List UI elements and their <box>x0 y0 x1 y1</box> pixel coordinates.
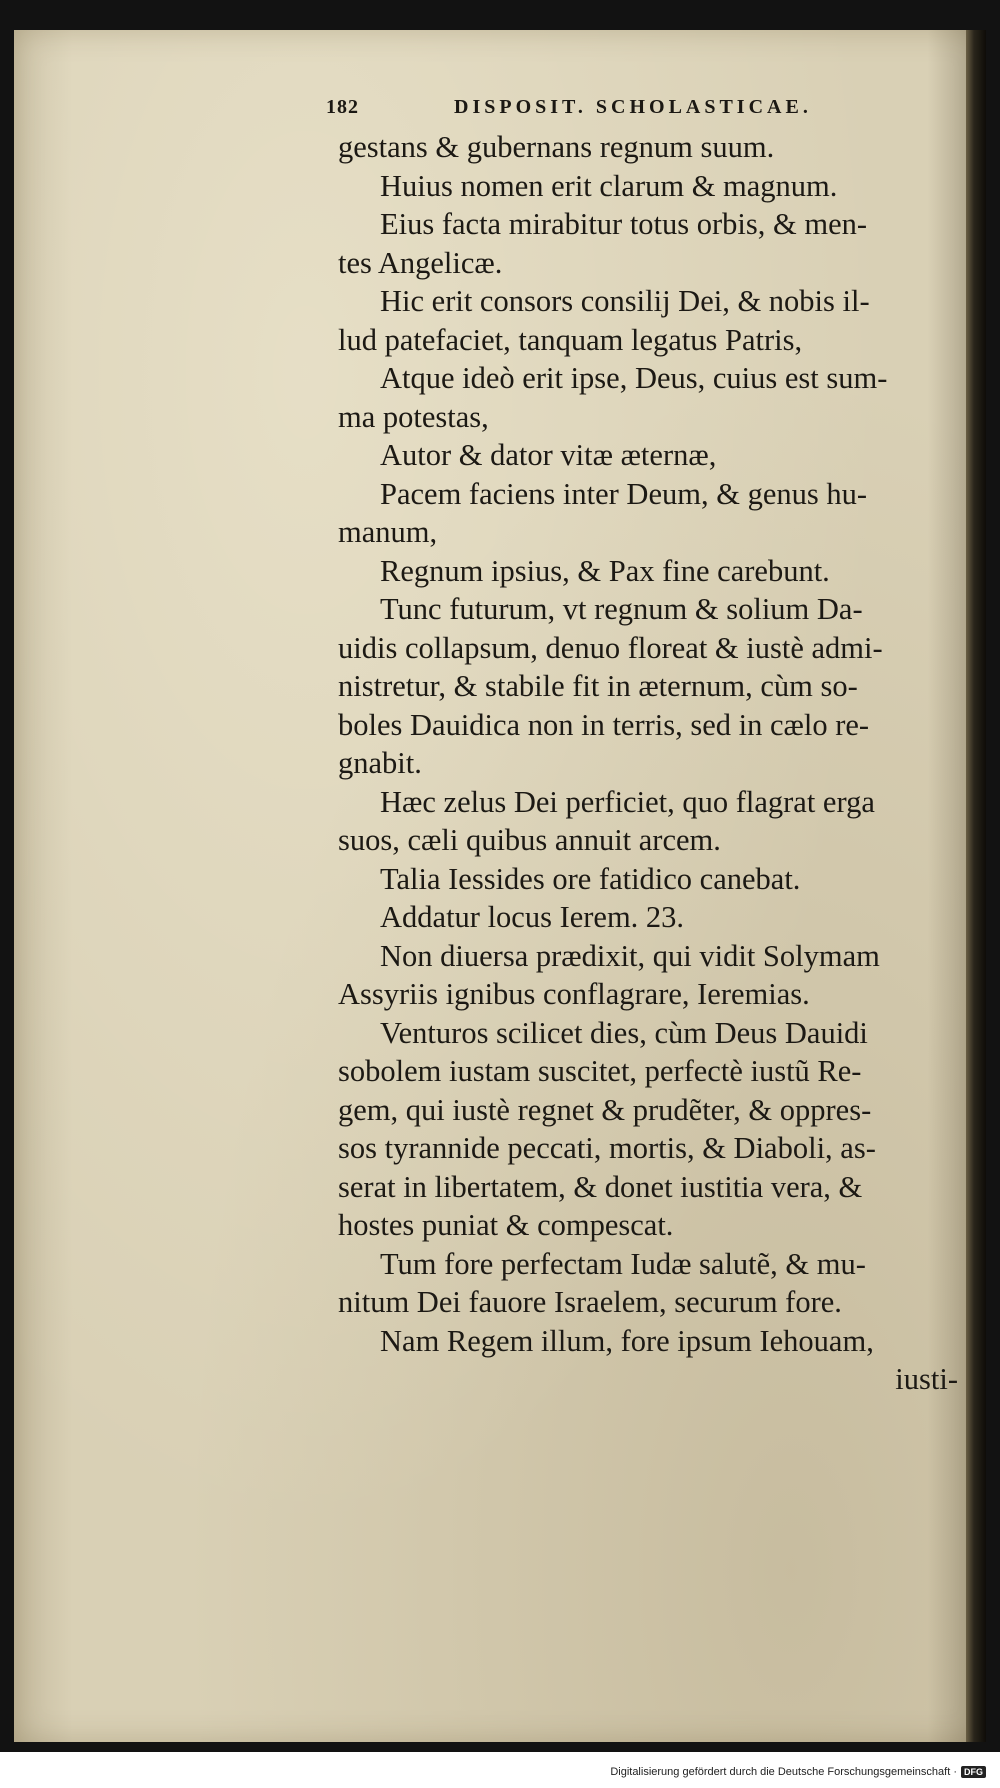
text-line: Eius facta mirabitur totus orbis, & men- <box>380 207 868 241</box>
text-line: serat in libertatem, & donet iustitia vera, & <box>338 1169 863 1204</box>
running-head: DISPOSIT. SCHOLASTICAE. <box>454 96 812 118</box>
text-line: Nam Regem illum, fore ipsum Iehouam, <box>380 1323 874 1358</box>
text-line: sobolem iustam suscitet, perfectè iustũ Re- <box>338 1054 862 1088</box>
body-text <box>338 128 988 1399</box>
page-number: 182 <box>326 96 359 118</box>
text-line: lud patefaciet, tanquam legatus Patris, <box>338 322 803 357</box>
text-line: uidis collapsum, denuo floreat & iustè admi- <box>338 630 883 665</box>
text-line: ma potestas, <box>338 399 489 434</box>
text-line: Talia Iessides ore fatidico canebat. <box>380 861 801 896</box>
text-line: gnabit. <box>338 746 422 780</box>
text-line: boles Dauidica non in terris, sed in cælo re- <box>338 707 870 742</box>
text-line: tes Angelicæ. <box>338 245 503 280</box>
text-line: hostes puniat & compescat. <box>338 1208 674 1242</box>
catchword: iusti- <box>895 1362 958 1396</box>
text-line: Huius nomen erit clarum & magnum. <box>380 168 838 203</box>
text-line: Autor & dator vitæ æternæ, <box>380 438 717 472</box>
text-line: sos tyrannide peccati, mortis, & Diaboli, as- <box>338 1131 876 1165</box>
text-line: Regnum ipsius, & Pax fine carebunt. <box>380 553 830 588</box>
text-line: nitum Dei fauore Israelem, securum fore. <box>338 1285 842 1319</box>
text-line: gestans & gubernans regnum suum. <box>338 130 775 164</box>
text-line: Pacem faciens inter Deum, & genus hu- <box>380 476 868 511</box>
text-line: Venturos scilicet dies, cùm Deus Dauidi <box>380 1015 868 1050</box>
text-line: Assyriis ignibus conflagrare, Ieremias. <box>338 977 810 1011</box>
page-header <box>326 92 966 132</box>
text-line: suos, cæli quibus annuit arcem. <box>338 823 721 857</box>
digitization-credit <box>610 1766 986 1778</box>
text-line: gem, qui iustè regnet & prudẽter, & oppres- <box>338 1092 872 1127</box>
dfg-logo: DFG <box>961 1766 986 1778</box>
text-line: Tum fore perfectam Iudæ salutẽ, & mu- <box>380 1246 866 1281</box>
credit-text: Digitalisierung gefördert durch die Deutsche Forschungsgemeinschaft · <box>610 1766 957 1778</box>
text-line: Non diuersa prædixit, qui vidit Solymam <box>380 938 880 973</box>
text-line: Atque ideò erit ipse, Deus, cuius est sum- <box>380 361 888 395</box>
text-line: Tunc futurum, vt regnum & solium Da- <box>380 592 863 626</box>
text-line: manum, <box>338 515 438 549</box>
text-line: Addatur locus Ierem. 23. <box>380 900 685 934</box>
text-line: nistretur, & stabile fit in æternum, cùm so- <box>338 669 858 703</box>
text-line: Hæc zelus Dei perficiet, quo flagrat erga <box>380 784 875 819</box>
text-line: Hic erit consors consilij Dei, & nobis il- <box>380 284 870 318</box>
